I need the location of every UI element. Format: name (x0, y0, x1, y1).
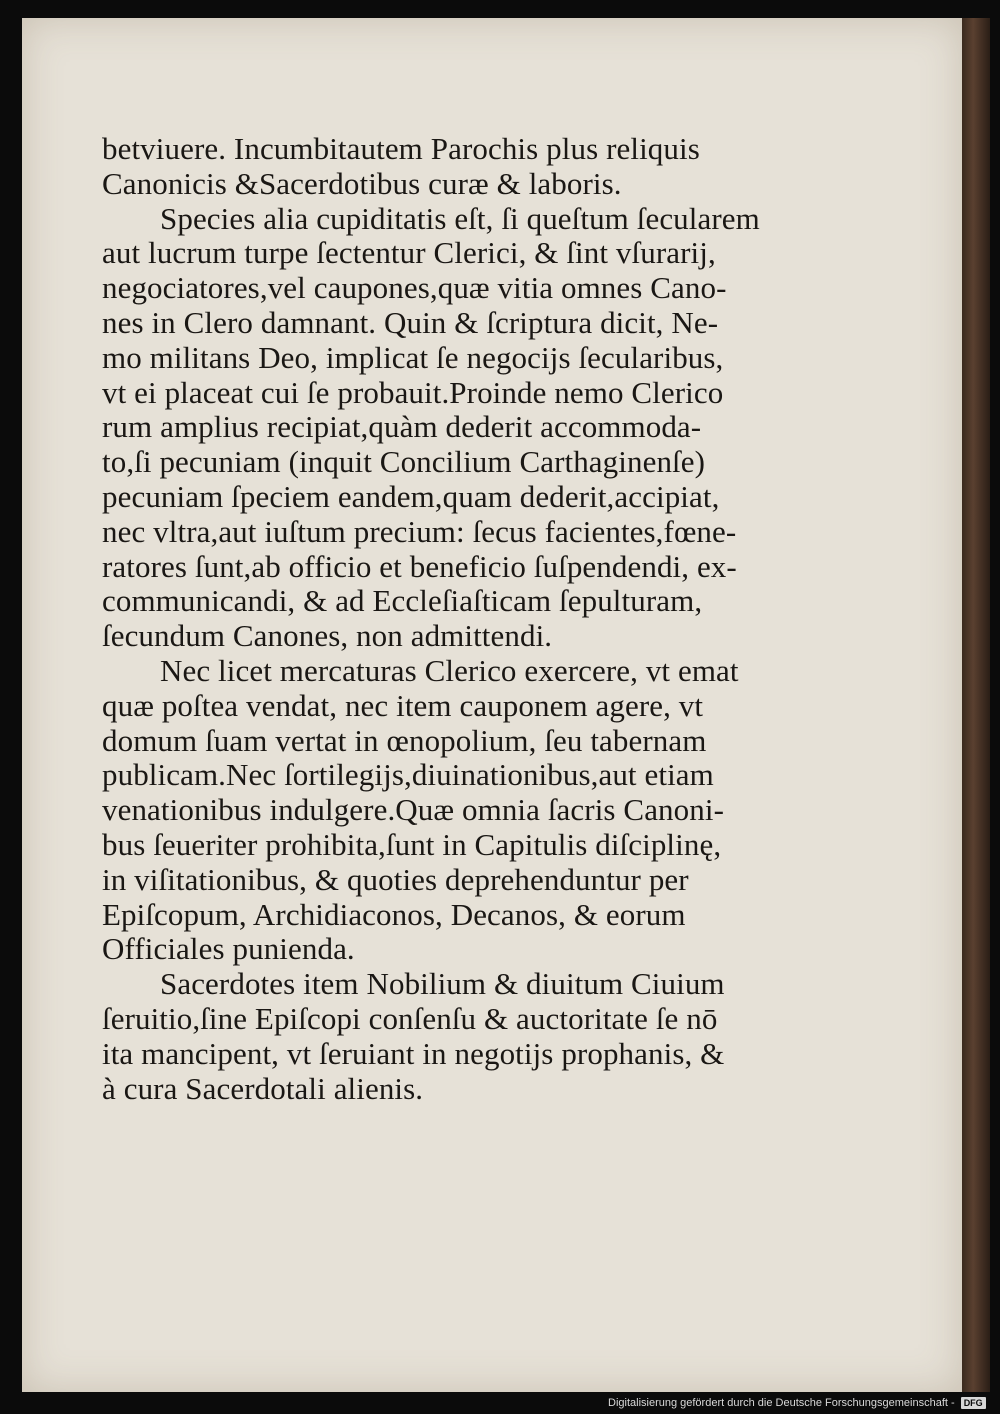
text-line: nes in Clero damnant. Quin & ſcriptura dicit, Ne- (102, 304, 719, 340)
text-line-paragraph-start: Sacerdotes item Nobilium & diuitum Ciuium (160, 966, 725, 1002)
text-line: aut lucrum turpe ſectentur Clerici, & ſint vſurarij, (102, 235, 716, 271)
text-line: mo militans Deo, implicat ſe negocijs ſecularibus, (102, 339, 724, 375)
text-line: negociatores,vel caupones,quæ vitia omnes Cano- (102, 270, 727, 306)
text-line: Epiſcopum, Archidiaconos, Decanos, & eorum (102, 896, 686, 932)
text-line: vt ei placeat cui ſe probauit.Proinde nemo Clerico (102, 374, 724, 410)
text-line: Officiales punienda. (102, 931, 355, 967)
text-line: ſecundum Canones, non admittendi. (102, 618, 553, 654)
text-line: to,ſi pecuniam (inquit Concilium Carthaginenſe) (102, 444, 706, 480)
text-line: ſeruitio,ſine Epiſcopi conſenſu & auctoritate ſe nō (102, 1000, 718, 1036)
text-line-paragraph-start: Nec licet mercaturas Clerico exercere, vt emat (160, 652, 739, 688)
text-line: Canonicis &Sacerdotibus curæ & laboris. (102, 165, 622, 201)
text-line-paragraph-start: Species alia cupiditatis eſt, ſi queſtum ſecularem (160, 200, 760, 236)
text-line: quæ poſtea vendat, nec item cauponem agere, vt (102, 687, 704, 723)
book-spine-edge (962, 18, 990, 1392)
text-line: ita mancipent, vt ſeruiant in negotijs prophanis, & (102, 1035, 725, 1071)
funding-notice: Digitalisierung gefördert durch die Deutsche Forschungsgemeinschaft - (608, 1397, 955, 1409)
digitization-footer (608, 1396, 986, 1410)
text-line: pecuniam ſpeciem eandem,quam dederit,accipiat, (102, 478, 720, 514)
text-line: nec vltra,aut iuſtum precium: ſecus facientes,fœne- (102, 513, 737, 549)
body-text (102, 132, 802, 1106)
dfg-logo: DFG (961, 1397, 986, 1409)
text-line: communicandi, & ad Eccleſiaſticam ſepulturam, (102, 583, 703, 619)
book-page (22, 18, 962, 1392)
text-line: rum amplius recipiat,quàm dederit accommoda- (102, 409, 702, 445)
text-line: ratores ſunt,ab officio et beneficio ſuſpendendi, ex- (102, 548, 737, 584)
text-line: publicam.Nec ſortilegijs,diuinationibus,aut etiam (102, 757, 714, 793)
text-line: domum ſuam vertat in œnopolium, ſeu tabernam (102, 722, 707, 758)
text-line: à cura Sacerdotali alienis. (102, 1070, 424, 1106)
text-line: venationibus indulgere.Quæ omnia ſacris Canoni- (102, 792, 724, 828)
text-line: in viſitationibus, & quoties deprehenduntur per (102, 861, 689, 897)
text-line: betviuere. Incumbitautem Parochis plus reliquis (102, 131, 700, 166)
text-line: bus ſeueriter prohibita,ſunt in Capitulis diſciplinę, (102, 826, 722, 862)
